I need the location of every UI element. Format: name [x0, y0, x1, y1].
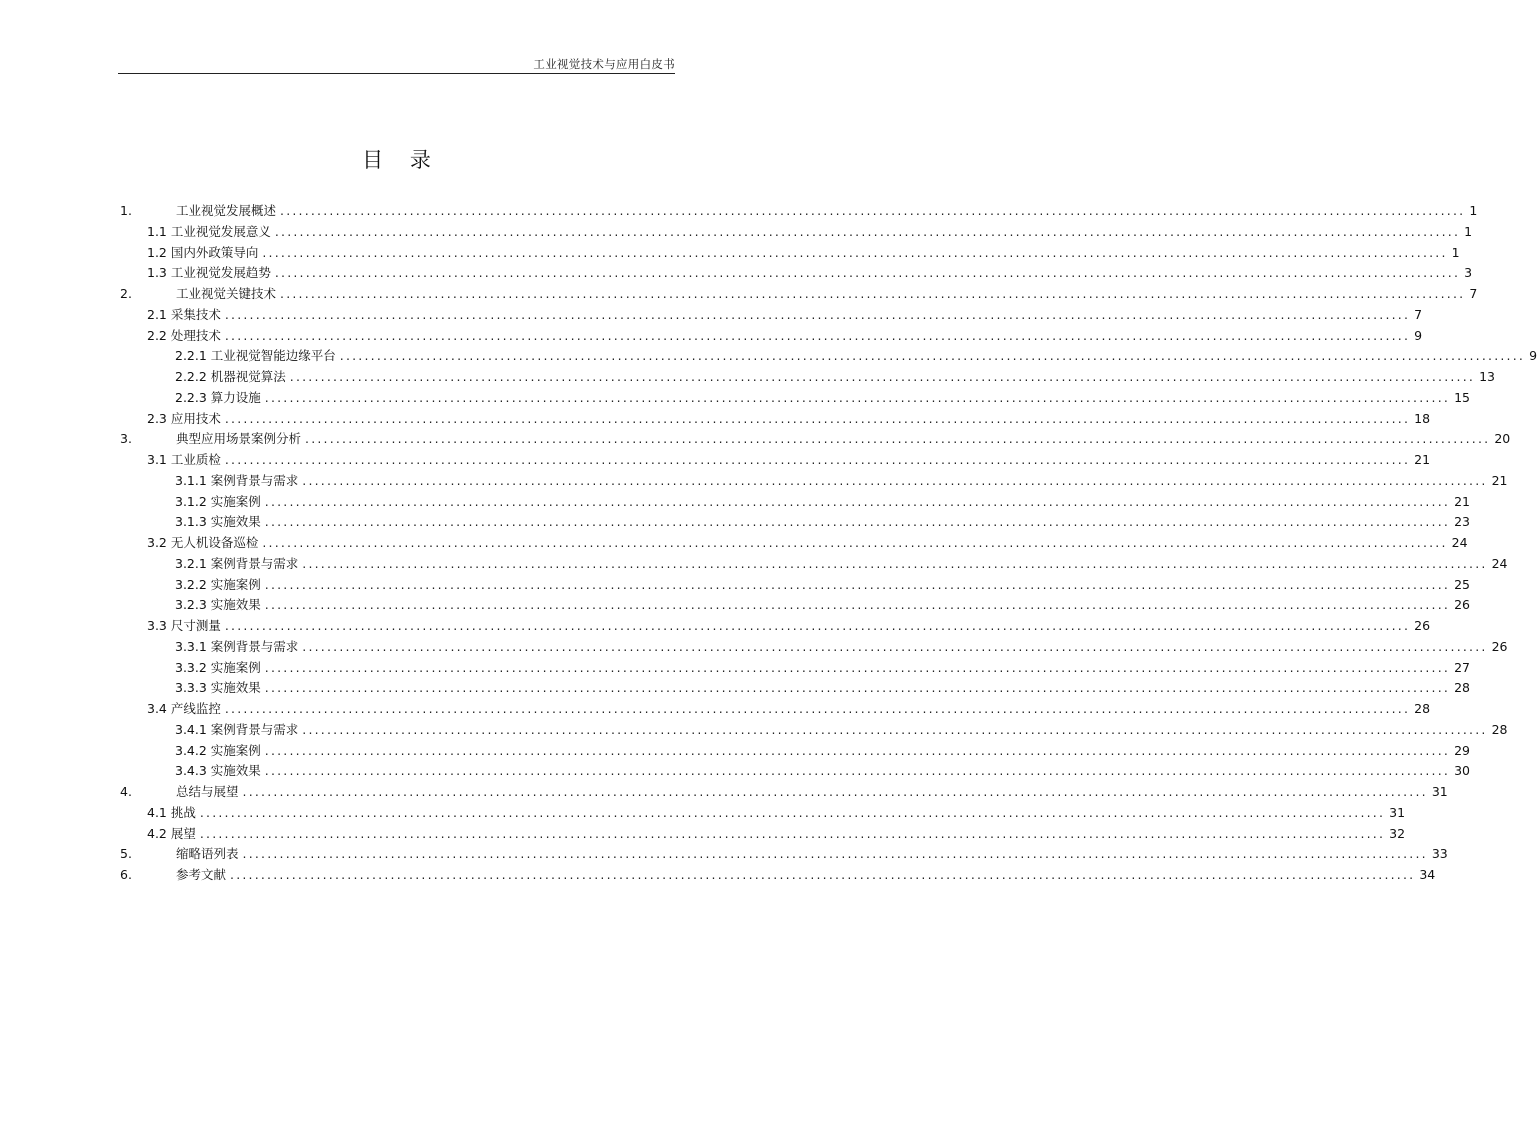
dot-leader: ................................................................................................................................................................................................ [264, 389, 1451, 405]
toc-entry[interactable] [120, 595, 1470, 616]
entry-label: 2.1 采集技术 [147, 306, 221, 322]
dot-leader: ................................................................................................................................................................................................ [274, 265, 1461, 281]
dot-leader: ................................................................................................................................................................................................ [264, 742, 1451, 758]
dot-leader: ................................................................................................................................................................................................ [242, 846, 1428, 862]
page-number: 33 [1431, 846, 1448, 862]
entry-label: 工业视觉发展概述 [176, 203, 277, 218]
toc-entry[interactable] [120, 512, 1470, 533]
dot-leader: ................................................................................................................................................................................................ [289, 369, 1476, 384]
toc-entry[interactable] [120, 782, 1448, 803]
toc-entry[interactable] [120, 409, 1431, 430]
page-number: 26 [1414, 618, 1431, 633]
entry-label: 1.1 工业视觉发展意义 [147, 223, 271, 239]
toc-entry[interactable] [120, 824, 1406, 845]
toc-entry[interactable] [120, 367, 1495, 388]
dot-leader: ................................................................................................................................................................................................ [224, 327, 1411, 343]
entry-label: 4.2 展望 [147, 825, 196, 841]
chapter-number: 4. [120, 784, 132, 799]
page-number: 1 [1464, 223, 1473, 239]
entry-label: 3.4.1 案例背景与需求 [175, 721, 299, 737]
entry-label: 3.4.2 实施案例 [175, 742, 261, 758]
dot-leader: ................................................................................................................................................................................................ [262, 535, 1448, 550]
dot-leader: ................................................................................................................................................................................................ [274, 223, 1461, 239]
dot-leader: ................................................................................................................................................................................................ [302, 472, 1488, 488]
page-number: 29 [1454, 742, 1470, 758]
page-number: 1 [1469, 203, 1478, 218]
toc-entry[interactable] [120, 450, 1431, 471]
toc-entry[interactable] [120, 388, 1470, 409]
page-number: 21 [1414, 452, 1431, 467]
chapter-number: 3. [120, 431, 132, 447]
entry-label: 3.1 工业质检 [147, 452, 221, 467]
entry-label: 3.3.2 实施案例 [175, 659, 261, 675]
page-number: 31 [1389, 804, 1406, 820]
entry-label: 4.1 挑战 [147, 804, 196, 820]
entry-label: 3.3.3 实施效果 [175, 680, 261, 696]
page-number: 1 [1451, 244, 1460, 260]
toc-entry[interactable] [120, 492, 1470, 513]
dot-leader: ................................................................................................................................................................................................ [199, 804, 1386, 820]
page-number: 30 [1454, 763, 1470, 779]
toc-entry[interactable] [120, 761, 1470, 782]
toc-title: 目 录 [362, 148, 431, 172]
toc-entry[interactable] [120, 637, 1508, 658]
entry-label: 典型应用场景案例分析 [176, 431, 302, 447]
dot-leader: ................................................................................................................................................................................................ [262, 244, 1448, 260]
entry-label: 3.4.3 实施效果 [175, 763, 261, 779]
chapter-number: 1. [120, 203, 132, 218]
toc-entry[interactable] [120, 865, 1436, 886]
entry-label: 3.4 产线监控 [147, 701, 221, 716]
entry-label: 1.3 工业视觉发展趋势 [147, 265, 271, 281]
entry-label: 3.1.3 实施效果 [175, 514, 261, 530]
dot-leader: ................................................................................................................................................................................................ [224, 452, 1411, 467]
dot-leader: ................................................................................................................................................................................................ [224, 701, 1411, 716]
entry-label: 工业视觉关键技术 [176, 286, 277, 301]
dot-leader: ................................................................................................................................................................................................ [224, 618, 1411, 633]
toc-entry[interactable] [120, 346, 1537, 367]
toc-entry[interactable] [120, 699, 1431, 720]
entry-label: 3.1.2 实施案例 [175, 493, 261, 509]
entry-label: 3.3.1 案例背景与需求 [175, 638, 299, 654]
dot-leader: ................................................................................................................................................................................................ [224, 306, 1411, 322]
dot-leader: ................................................................................................................................................................................................ [242, 784, 1428, 799]
toc-entry[interactable] [120, 616, 1431, 637]
page-number: 27 [1454, 659, 1470, 675]
toc-entry[interactable] [120, 844, 1448, 865]
toc-entry[interactable] [120, 201, 1478, 222]
page-number: 28 [1491, 721, 1508, 737]
toc-entry[interactable] [120, 803, 1406, 824]
entry-label: 3.1.1 案例背景与需求 [175, 472, 299, 488]
dot-leader: ................................................................................................................................................................................................ [305, 431, 1491, 447]
page-number: 24 [1451, 535, 1468, 550]
running-header: 工业视觉技术与应用白皮书 [533, 57, 675, 71]
entry-label: 总结与展望 [176, 784, 239, 799]
header-rule [118, 73, 675, 74]
toc-entry[interactable] [120, 222, 1473, 243]
page-number: 21 [1454, 493, 1470, 509]
chapter-number: 6. [120, 867, 132, 882]
dot-leader: ................................................................................................................................................................................................ [302, 555, 1488, 571]
toc-entry[interactable] [120, 554, 1508, 575]
entry-label: 缩略语列表 [176, 846, 239, 862]
dot-leader: ................................................................................................................................................................................................ [264, 493, 1451, 509]
page-number: 7 [1414, 306, 1423, 322]
page-number: 21 [1491, 472, 1508, 488]
dot-leader: ................................................................................................................................................................................................ [264, 659, 1451, 675]
dot-leader: ................................................................................................................................................................................................ [224, 410, 1411, 426]
page-number: 3 [1464, 265, 1473, 281]
table-of-contents [120, 201, 1537, 886]
entry-label: 2.3 应用技术 [147, 410, 221, 426]
dot-leader: ................................................................................................................................................................................................ [339, 348, 1526, 364]
entry-label: 参考文献 [176, 867, 227, 882]
entry-label: 2.2.2 机器视觉算法 [175, 369, 286, 384]
page-number: 9 [1529, 348, 1537, 364]
page-number: 18 [1414, 410, 1431, 426]
page-number: 28 [1414, 701, 1431, 716]
dot-leader: ................................................................................................................................................................................................ [264, 680, 1451, 696]
toc-entry[interactable] [120, 326, 1423, 347]
page-number: 9 [1414, 327, 1423, 343]
page-number: 26 [1491, 638, 1508, 654]
dot-leader: ................................................................................................................................................................................................ [199, 825, 1386, 841]
toc-entry[interactable] [120, 720, 1508, 741]
toc-entry[interactable] [120, 243, 1460, 264]
entry-label: 3.2.2 实施案例 [175, 576, 261, 592]
dot-leader: ................................................................................................................................................................................................ [302, 638, 1488, 654]
toc-entry[interactable] [120, 284, 1478, 305]
page-number: 25 [1454, 576, 1470, 592]
page-number: 28 [1454, 680, 1470, 696]
entry-label: 3.3 尺寸测量 [147, 618, 221, 633]
toc-entry[interactable] [120, 305, 1423, 326]
toc-entry[interactable] [120, 533, 1468, 554]
entry-label: 2.2.3 算力设施 [175, 389, 261, 405]
page-number: 7 [1469, 286, 1478, 301]
page-number: 15 [1454, 389, 1470, 405]
dot-leader: ................................................................................................................................................................................................ [264, 576, 1451, 592]
entry-label: 3.2.3 实施效果 [175, 597, 261, 613]
dot-leader: ................................................................................................................................................................................................ [264, 763, 1451, 779]
toc-entry[interactable] [120, 678, 1470, 699]
entry-label: 3.2.1 案例背景与需求 [175, 555, 299, 571]
page-number: 31 [1431, 784, 1448, 799]
dot-leader: ................................................................................................................................................................................................ [280, 286, 1466, 301]
chapter-number: 5. [120, 846, 132, 862]
toc-entry[interactable] [120, 658, 1470, 679]
entry-label: 2.2.1 工业视觉智能边缘平台 [175, 348, 336, 364]
page-number: 13 [1479, 369, 1495, 384]
page-number: 20 [1494, 431, 1511, 447]
page-number: 26 [1454, 597, 1470, 613]
chapter-number: 2. [120, 286, 132, 301]
dot-leader: ................................................................................................................................................................................................ [280, 203, 1466, 218]
page-number: 24 [1491, 555, 1508, 571]
entry-label: 2.2 处理技术 [147, 327, 221, 343]
entry-label: 1.2 国内外政策导向 [147, 244, 259, 260]
dot-leader: ................................................................................................................................................................................................ [230, 867, 1416, 882]
entry-label: 3.2 无人机设备巡检 [147, 535, 259, 550]
dot-leader: ................................................................................................................................................................................................ [264, 514, 1451, 530]
toc-entry[interactable] [120, 429, 1511, 450]
toc-entry[interactable] [120, 263, 1473, 284]
toc-entry[interactable] [120, 575, 1470, 596]
page-number: 23 [1454, 514, 1470, 530]
toc-entry[interactable] [120, 471, 1508, 492]
toc-entry[interactable] [120, 741, 1470, 762]
page-number: 32 [1389, 825, 1406, 841]
dot-leader: ................................................................................................................................................................................................ [302, 721, 1488, 737]
dot-leader: ................................................................................................................................................................................................ [264, 597, 1451, 613]
page-number: 34 [1419, 867, 1436, 882]
